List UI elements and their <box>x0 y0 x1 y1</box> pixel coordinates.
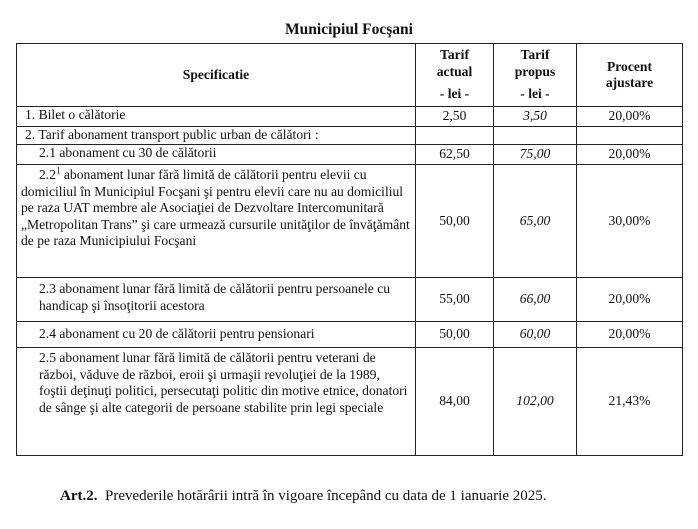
header-tarif-propus-line2: propus <box>514 63 556 79</box>
row-tarif-actual: 55,00 <box>416 278 494 322</box>
header-procent-ajustare <box>577 44 683 107</box>
row-spec: 2.4 abonament cu 20 de călătorii pentru pensionari <box>17 322 416 348</box>
table-row <box>17 348 683 456</box>
row-spec-text: abonament lunar fără limită de călătorii pentru elevii cu domiciliul în Municipiul Focşani şi pentru elevii care nu au domiciliul pe raza UAT membre ale Asociaţiei de Dezvoltare Intercomunitară „Metropolitan Trans” şi care urmează cursurile unităţilor de învăţământ de pe raza Municipiului Focşani <box>21 167 410 248</box>
row-tarif-actual: 62,50 <box>416 145 494 165</box>
row-tarif-propus: 75,00 <box>494 145 577 165</box>
row-spec: 2. Tarif abonament transport public urban de călători : <box>17 127 416 145</box>
page-title: Municipiul Focşani <box>285 21 413 38</box>
row-spec <box>17 165 416 278</box>
row-spec-superscript: 1 <box>56 165 61 176</box>
header-tarif-actual-line1: Tarif <box>440 47 469 63</box>
row-tarif-actual: 50,00 <box>416 165 494 278</box>
header-procent-line1: Procent <box>606 58 653 74</box>
table-row <box>17 322 683 348</box>
tariff-table <box>16 43 683 456</box>
row-spec: 1. Bilet o călătorie <box>17 107 416 127</box>
article-label: Art.2. <box>60 488 98 504</box>
row-spec: 2.5 abonament lunar fără limită de călătorii pentru veterani de război, văduve de război, eroii şi urmaşii revoluţiei de la 1989, foştii deţinuţi politici, persecutaţi politic din motive etnice, donatori de sânge şi alte categorii de persoane stabilite prin legi speciale <box>17 348 416 456</box>
row-tarif-actual: 84,00 <box>416 348 494 456</box>
row-procent: 20,00% <box>577 278 683 322</box>
header-row <box>17 44 683 107</box>
table-row <box>17 165 683 278</box>
table-row <box>17 107 683 127</box>
header-tarif-propus <box>494 44 577 107</box>
row-tarif-propus: 60,00 <box>494 322 577 348</box>
row-tarif-propus: 102,00 <box>494 348 577 456</box>
row-spec-number: 2.2 <box>39 167 56 182</box>
row-tarif-propus: 3,50 <box>494 107 577 127</box>
row-spec: 2.1 abonament cu 30 de călătorii <box>17 145 416 165</box>
row-procent: 20,00% <box>577 145 683 165</box>
article-2 <box>60 488 546 505</box>
header-tarif-actual-line2: actual <box>436 63 473 79</box>
row-tarif-actual <box>416 127 494 145</box>
row-procent: 30,00% <box>577 165 683 278</box>
table-row <box>17 127 683 145</box>
table-row <box>17 145 683 165</box>
row-procent: 21,43% <box>577 348 683 456</box>
row-tarif-actual: 2,50 <box>416 107 494 127</box>
row-tarif-propus: 65,00 <box>494 165 577 278</box>
row-procent: 20,00% <box>577 322 683 348</box>
header-tarif-propus-unit: - lei - <box>520 86 550 102</box>
row-tarif-propus <box>494 127 577 145</box>
header-procent-line2: ajustare <box>605 75 654 90</box>
row-spec: 2.3 abonament lunar fără limită de călătorii pentru persoanele cu handicap şi însoţitorii acestora <box>17 278 416 322</box>
header-tarif-actual-unit: - lei - <box>439 86 470 102</box>
row-procent <box>577 127 683 145</box>
header-tarif-propus-line1: Tarif <box>520 47 550 63</box>
row-procent: 20,00% <box>577 107 683 127</box>
table-row <box>17 278 683 322</box>
row-tarif-actual: 50,00 <box>416 322 494 348</box>
header-tarif-actual <box>416 44 494 107</box>
row-tarif-propus: 66,00 <box>494 278 577 322</box>
header-specificatie: Specificatie <box>17 44 416 107</box>
article-text: Prevederile hotărârii intră în vigoare începând cu data de 1 ianuarie 2025. <box>105 488 547 504</box>
